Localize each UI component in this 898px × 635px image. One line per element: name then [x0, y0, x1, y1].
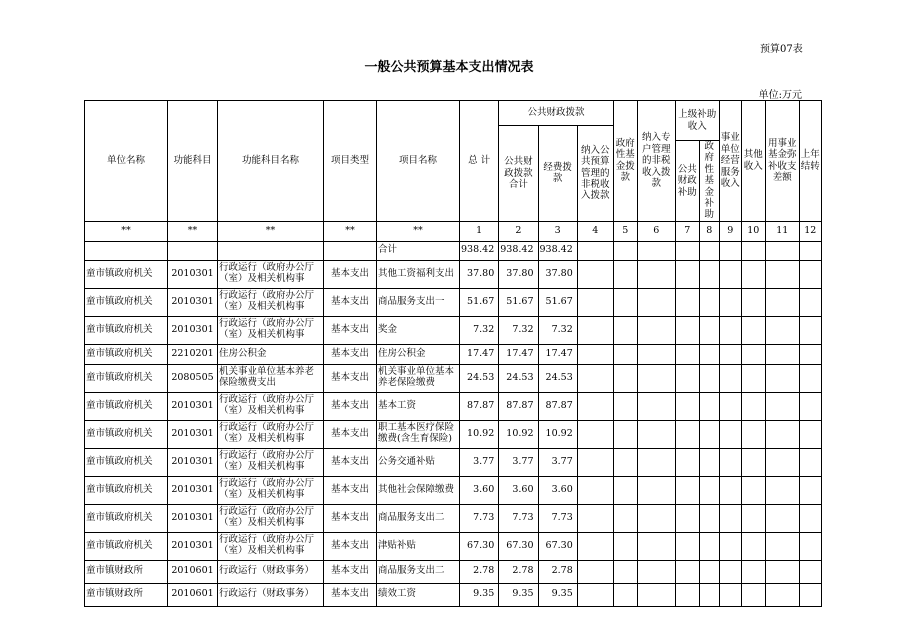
code-cell: 2 [499, 221, 538, 241]
code-cell: ** [218, 221, 324, 241]
empty-cell [799, 476, 821, 504]
empty-cell [719, 583, 741, 606]
empty-cell [577, 583, 613, 606]
empty-cell [765, 288, 799, 316]
empty-cell [613, 364, 637, 392]
func-name-cell: 行政运行（政府办公厅（室）及相关机构事 [218, 392, 324, 420]
header-total: 总 计 [460, 101, 499, 222]
proj-name-cell: 职工基本医疗保险缴费(含生育保险) [377, 420, 460, 448]
proj-type-cell: 基本支出 [324, 476, 377, 504]
pf-total-cell: 67.30 [499, 532, 538, 560]
proj-name-cell: 绩效工资 [377, 583, 460, 606]
header-special-nontax: 纳入专户管理的非税收入拨款 [637, 101, 675, 222]
empty-cell [577, 260, 613, 288]
empty-cell [637, 364, 675, 392]
empty-cell [765, 504, 799, 532]
code-cell: 12 [799, 221, 821, 241]
empty-cell [719, 476, 741, 504]
empty-cell [765, 260, 799, 288]
empty-cell [675, 364, 699, 392]
func-name-cell: 行政运行（政府办公厅（室）及相关机构事 [218, 532, 324, 560]
empty-cell [719, 344, 741, 364]
empty-cell [719, 560, 741, 583]
empty-cell [577, 392, 613, 420]
header-proj-name: 项目名称 [377, 101, 460, 222]
total-cell: 3.60 [460, 476, 499, 504]
empty-cell [699, 344, 719, 364]
empty-cell [613, 532, 637, 560]
unit-label: 单位:万元 [758, 90, 802, 101]
header-sup-public: 公共财政补助 [675, 141, 699, 222]
header-fund-balance: 用事业基金弥补收支差额 [765, 101, 799, 222]
func-name-cell: 住房公积金 [218, 344, 324, 364]
empty-cell [765, 364, 799, 392]
code-cell: 8 [699, 221, 719, 241]
unit-name-cell: 童市镇政府机关 [85, 316, 168, 344]
code-cell: ** [85, 221, 168, 241]
code-cell: 11 [765, 221, 799, 241]
empty-cell [719, 532, 741, 560]
pf-funds-cell: 24.53 [538, 364, 577, 392]
empty-cell [699, 392, 719, 420]
empty-cell [741, 364, 765, 392]
empty-cell [675, 420, 699, 448]
code-cell: 7 [675, 221, 699, 241]
pf-funds-cell: 67.30 [538, 532, 577, 560]
empty-cell [719, 448, 741, 476]
unit-name-cell: 童市镇政府机关 [85, 448, 168, 476]
table-row [85, 448, 822, 476]
empty-cell [613, 476, 637, 504]
pf-funds-cell: 37.80 [538, 260, 577, 288]
empty-cell [699, 532, 719, 560]
func-code-cell: 2010301 [168, 260, 218, 288]
empty-cell [699, 288, 719, 316]
proj-name-cell: 基本工资 [377, 392, 460, 420]
proj-type-cell: 基本支出 [324, 260, 377, 288]
summary-row [85, 241, 822, 260]
code-cell: 10 [741, 221, 765, 241]
unit-name-cell: 童市镇政府机关 [85, 420, 168, 448]
empty-cell [765, 583, 799, 606]
func-code-cell: 2010601 [168, 583, 218, 606]
empty-cell [577, 316, 613, 344]
empty-cell [675, 504, 699, 532]
total-cell: 37.80 [460, 260, 499, 288]
total-cell: 51.67 [460, 288, 499, 316]
empty-cell [577, 364, 613, 392]
header-superior: 上级补助收入 [675, 101, 719, 141]
empty-cell [675, 344, 699, 364]
func-code-cell: 2010301 [168, 532, 218, 560]
empty-cell [699, 364, 719, 392]
code-cell: 9 [719, 221, 741, 241]
proj-name-cell: 其他社会保障缴费 [377, 476, 460, 504]
code-cell: ** [324, 221, 377, 241]
func-code-cell: 2010301 [168, 420, 218, 448]
empty-cell [719, 288, 741, 316]
table-row [85, 364, 822, 392]
func-name-cell: 机关事业单位基本养老保险缴费支出 [218, 364, 324, 392]
unit-name-cell: 童市镇财政所 [85, 560, 168, 583]
empty-cell [741, 532, 765, 560]
empty-cell [637, 316, 675, 344]
total-cell: 17.47 [460, 344, 499, 364]
empty-cell [741, 260, 765, 288]
func-name-cell: 行政运行（财政事务） [218, 583, 324, 606]
empty-cell [577, 448, 613, 476]
empty-cell [719, 364, 741, 392]
code-cell: 6 [637, 221, 675, 241]
pf-total-cell: 2.78 [499, 560, 538, 583]
func-code-cell: 2010301 [168, 504, 218, 532]
total-cell: 24.53 [460, 364, 499, 392]
func-name-cell: 行政运行（财政事务） [218, 560, 324, 583]
empty-cell [613, 260, 637, 288]
total-cell: 10.92 [460, 420, 499, 448]
proj-name-cell: 津贴补贴 [377, 532, 460, 560]
proj-name-cell: 其他工资福利支出 [377, 260, 460, 288]
empty-cell [799, 448, 821, 476]
header-business: 事业单位经营服务收入 [719, 101, 741, 222]
func-code-cell: 2010301 [168, 448, 218, 476]
proj-type-cell: 基本支出 [324, 392, 377, 420]
proj-type-cell: 基本支出 [324, 288, 377, 316]
empty-cell [613, 344, 637, 364]
proj-type-cell: 基本支出 [324, 344, 377, 364]
empty-cell [637, 260, 675, 288]
func-code-cell: 2010301 [168, 476, 218, 504]
proj-type-cell: 基本支出 [324, 364, 377, 392]
summary-pf-total: 938.42 [499, 241, 538, 260]
proj-type-cell: 基本支出 [324, 504, 377, 532]
code-cell: 5 [613, 221, 637, 241]
header-other: 其他收入 [741, 101, 765, 222]
empty-cell [741, 504, 765, 532]
empty-cell [637, 476, 675, 504]
empty-cell [799, 260, 821, 288]
empty-cell [577, 532, 613, 560]
empty-cell [637, 344, 675, 364]
code-cell: 4 [577, 221, 613, 241]
empty-cell [765, 448, 799, 476]
empty-cell [613, 504, 637, 532]
empty-cell [799, 316, 821, 344]
func-code-cell: 2010301 [168, 316, 218, 344]
table-row [85, 476, 822, 504]
header-func-code: 功能科目 [168, 101, 218, 222]
header-func-name: 功能科目名称 [218, 101, 324, 222]
empty-cell [637, 448, 675, 476]
empty-cell [799, 364, 821, 392]
empty-cell [799, 504, 821, 532]
code-cell: ** [377, 221, 460, 241]
empty-cell [577, 504, 613, 532]
empty-cell [675, 532, 699, 560]
empty-cell [613, 420, 637, 448]
empty-cell [637, 532, 675, 560]
empty-cell [637, 583, 675, 606]
table-row [85, 504, 822, 532]
proj-name-cell: 住房公积金 [377, 344, 460, 364]
empty-cell [675, 288, 699, 316]
header-pf-funds: 经费拨款 [538, 126, 577, 222]
pf-total-cell: 3.60 [499, 476, 538, 504]
empty-cell [613, 392, 637, 420]
proj-type-cell: 基本支出 [324, 583, 377, 606]
empty-cell [765, 344, 799, 364]
empty-cell [699, 316, 719, 344]
table-row [85, 560, 822, 583]
header-pf-nontax: 纳入公共预算管理的非税收入拨款 [577, 126, 613, 222]
func-name-cell: 行政运行（政府办公厅（室）及相关机构事 [218, 420, 324, 448]
proj-name-cell: 商品服务支出一 [377, 288, 460, 316]
empty-cell [613, 288, 637, 316]
proj-name-cell: 机关事业单位基本养老保险缴费 [377, 364, 460, 392]
table-row [85, 344, 822, 364]
budget-table [84, 100, 822, 607]
proj-type-cell: 基本支出 [324, 316, 377, 344]
proj-name-cell: 奖金 [377, 316, 460, 344]
pf-total-cell: 10.92 [499, 420, 538, 448]
total-cell: 67.30 [460, 532, 499, 560]
empty-cell [577, 476, 613, 504]
header-unit-name: 单位名称 [85, 101, 168, 222]
header-gov-fund: 政府性基金拨款 [613, 101, 637, 222]
empty-cell [613, 583, 637, 606]
func-code-cell: 2080505 [168, 364, 218, 392]
pf-total-cell: 17.47 [499, 344, 538, 364]
total-cell: 2.78 [460, 560, 499, 583]
pf-total-cell: 7.32 [499, 316, 538, 344]
page-title: 一般公共预算基本支出情况表 [364, 60, 534, 75]
func-code-cell: 2210201 [168, 344, 218, 364]
empty-cell [577, 560, 613, 583]
code-cell: ** [168, 221, 218, 241]
proj-type-cell: 基本支出 [324, 420, 377, 448]
pf-total-cell: 24.53 [499, 364, 538, 392]
empty-cell [741, 448, 765, 476]
empty-cell [741, 288, 765, 316]
proj-type-cell: 基本支出 [324, 532, 377, 560]
empty-cell [719, 504, 741, 532]
form-code: 预算07表 [760, 44, 803, 55]
table-row [85, 288, 822, 316]
empty-cell [613, 316, 637, 344]
empty-cell [613, 560, 637, 583]
pf-total-cell: 3.77 [499, 448, 538, 476]
pf-funds-cell: 51.67 [538, 288, 577, 316]
total-cell: 9.35 [460, 583, 499, 606]
empty-cell [765, 316, 799, 344]
summary-label: 合计 [377, 241, 460, 260]
unit-name-cell: 童市镇政府机关 [85, 364, 168, 392]
empty-cell [741, 420, 765, 448]
empty-cell [799, 532, 821, 560]
total-cell: 87.87 [460, 392, 499, 420]
empty-cell [799, 344, 821, 364]
empty-cell [675, 392, 699, 420]
proj-name-cell: 公务交通补贴 [377, 448, 460, 476]
proj-name-cell: 商品服务支出二 [377, 504, 460, 532]
pf-funds-cell: 3.77 [538, 448, 577, 476]
header-public-finance: 公共财政拨款 [499, 101, 614, 126]
empty-cell [765, 560, 799, 583]
unit-name-cell: 童市镇政府机关 [85, 476, 168, 504]
table-row [85, 260, 822, 288]
unit-name-cell: 童市镇政府机关 [85, 392, 168, 420]
unit-name-cell: 童市镇政府机关 [85, 532, 168, 560]
empty-cell [577, 344, 613, 364]
pf-funds-cell: 2.78 [538, 560, 577, 583]
code-cell: 1 [460, 221, 499, 241]
pf-funds-cell: 87.87 [538, 392, 577, 420]
header-sup-gov: 政府性基金补助 [699, 141, 719, 222]
empty-cell [577, 288, 613, 316]
empty-cell [719, 260, 741, 288]
empty-cell [741, 344, 765, 364]
empty-cell [719, 392, 741, 420]
pf-funds-cell: 7.73 [538, 504, 577, 532]
pf-total-cell: 87.87 [499, 392, 538, 420]
pf-funds-cell: 17.47 [538, 344, 577, 364]
total-cell: 7.32 [460, 316, 499, 344]
func-name-cell: 行政运行（政府办公厅（室）及相关机构事 [218, 288, 324, 316]
empty-cell [741, 560, 765, 583]
unit-name-cell: 童市镇政府机关 [85, 344, 168, 364]
unit-name-cell: 童市镇政府机关 [85, 260, 168, 288]
table-row [85, 392, 822, 420]
func-name-cell: 行政运行（政府办公厅（室）及相关机构事 [218, 316, 324, 344]
empty-cell [741, 583, 765, 606]
total-cell: 7.73 [460, 504, 499, 532]
proj-name-cell: 商品服务支出二 [377, 560, 460, 583]
table-row [85, 420, 822, 448]
empty-cell [675, 476, 699, 504]
summary-total: 938.42 [460, 241, 499, 260]
empty-cell [613, 448, 637, 476]
empty-cell [741, 316, 765, 344]
unit-name-cell: 童市镇政府机关 [85, 504, 168, 532]
empty-cell [799, 392, 821, 420]
table-row [85, 316, 822, 344]
table-row [85, 532, 822, 560]
empty-cell [699, 448, 719, 476]
func-code-cell: 2010301 [168, 288, 218, 316]
code-row [85, 221, 822, 241]
table-row [85, 583, 822, 606]
empty-cell [699, 260, 719, 288]
func-name-cell: 行政运行（政府办公厅（室）及相关机构事 [218, 476, 324, 504]
func-name-cell: 行政运行（政府办公厅（室）及相关机构事 [218, 260, 324, 288]
pf-funds-cell: 9.35 [538, 583, 577, 606]
empty-cell [699, 583, 719, 606]
empty-cell [719, 420, 741, 448]
empty-cell [675, 448, 699, 476]
empty-cell [675, 583, 699, 606]
empty-cell [765, 420, 799, 448]
proj-type-cell: 基本支出 [324, 560, 377, 583]
empty-cell [699, 476, 719, 504]
header-proj-type: 项目类型 [324, 101, 377, 222]
unit-name-cell: 童市镇政府机关 [85, 288, 168, 316]
empty-cell [699, 420, 719, 448]
empty-cell [699, 504, 719, 532]
pf-funds-cell: 7.32 [538, 316, 577, 344]
empty-cell [765, 392, 799, 420]
pf-total-cell: 9.35 [499, 583, 538, 606]
empty-cell [741, 392, 765, 420]
func-name-cell: 行政运行（政府办公厅（室）及相关机构事 [218, 448, 324, 476]
empty-cell [799, 583, 821, 606]
empty-cell [675, 316, 699, 344]
empty-cell [719, 316, 741, 344]
func-code-cell: 2010601 [168, 560, 218, 583]
empty-cell [637, 560, 675, 583]
pf-total-cell: 37.80 [499, 260, 538, 288]
empty-cell [799, 560, 821, 583]
empty-cell [577, 420, 613, 448]
func-code-cell: 2010301 [168, 392, 218, 420]
empty-cell [675, 560, 699, 583]
empty-cell [799, 420, 821, 448]
empty-cell [799, 288, 821, 316]
func-name-cell: 行政运行（政府办公厅（室）及相关机构事 [218, 504, 324, 532]
empty-cell [637, 420, 675, 448]
empty-cell [741, 476, 765, 504]
empty-cell [637, 504, 675, 532]
table-body [85, 241, 822, 606]
empty-cell [675, 260, 699, 288]
empty-cell [637, 392, 675, 420]
pf-total-cell: 51.67 [499, 288, 538, 316]
empty-cell [699, 560, 719, 583]
unit-name-cell: 童市镇财政所 [85, 583, 168, 606]
header-carryover: 上年结转 [799, 101, 821, 222]
empty-cell [765, 476, 799, 504]
empty-cell [765, 532, 799, 560]
header-pf-total: 公共财政拨款合计 [499, 126, 538, 222]
pf-total-cell: 7.73 [499, 504, 538, 532]
empty-cell [637, 288, 675, 316]
code-cell: 3 [538, 221, 577, 241]
summary-pf-funds: 938.42 [538, 241, 577, 260]
proj-type-cell: 基本支出 [324, 448, 377, 476]
total-cell: 3.77 [460, 448, 499, 476]
pf-funds-cell: 3.60 [538, 476, 577, 504]
pf-funds-cell: 10.92 [538, 420, 577, 448]
